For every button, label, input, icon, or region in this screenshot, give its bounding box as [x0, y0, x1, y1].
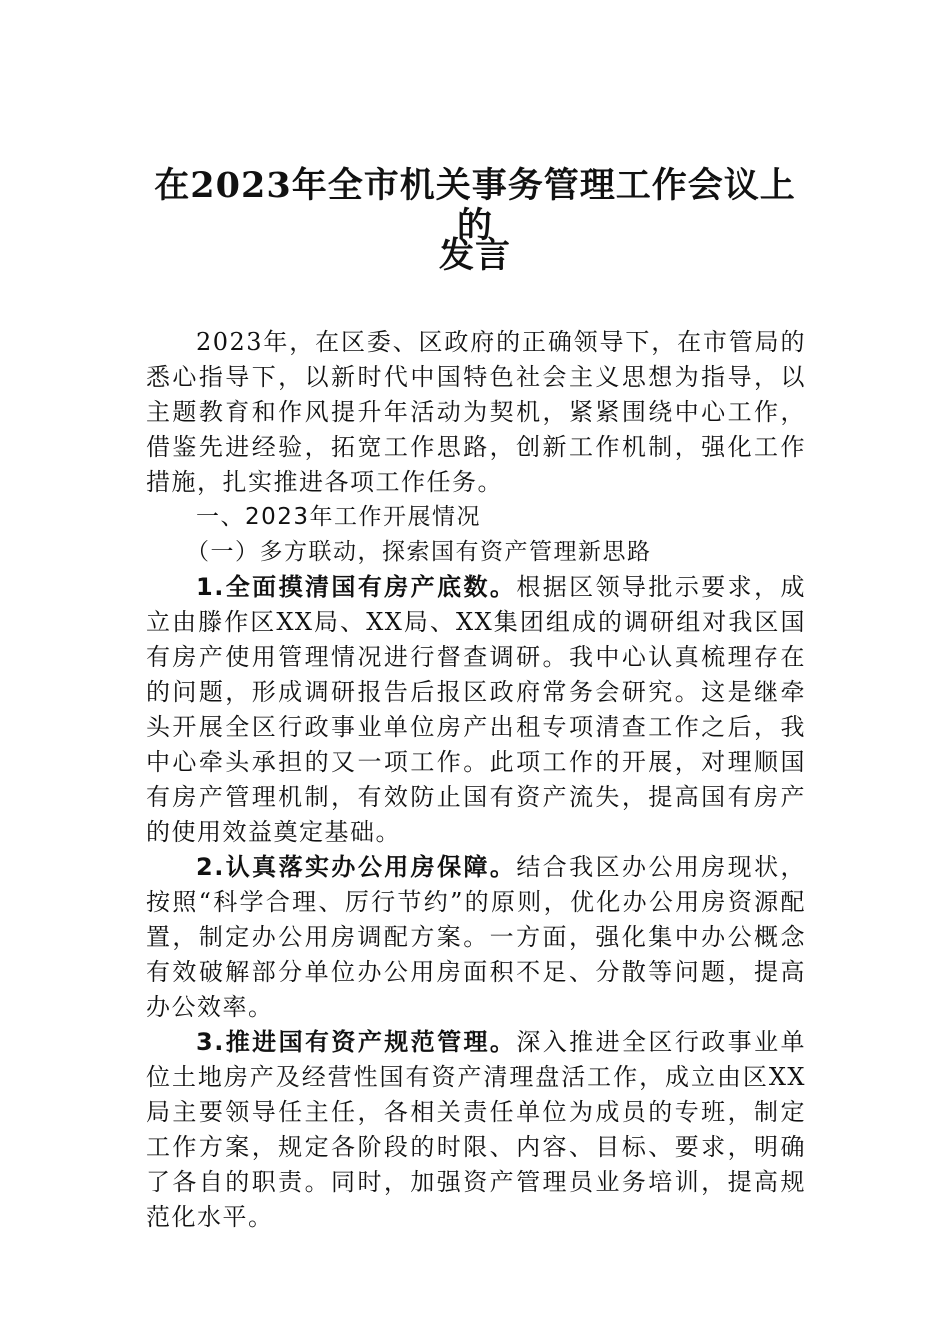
document-title-line-2: 发言: [438, 235, 511, 276]
item-text-3: 深入推进全区行政事业单位土地房产及经营性国有资产清理盘活工作，成立由区XX局主要领导任主任，各相关责任单位为成员的专班，制定工作方案，规定各阶段的时限、内容、目标、要求，明确了各自的职责。同时，加强资产管理员业务培训，提高规范化水平。: [146, 1028, 806, 1231]
intro-paragraph: 2023年，在区委、区政府的正确领导下，在市管局的悉心指导下，以新时代中国特色社会主义思想为指导，以主题教育和作风提升年活动为契机，紧紧围绕中心工作，借鉴先进经验，拓宽工作思路，创新工作机制，强化工作措施，扎实推进各项工作任务。: [146, 328, 806, 496]
document-title-line-1: 在2023年全市机关事务管理工作会议上的: [154, 165, 796, 246]
item-paragraph-1: [146, 570, 806, 850]
item-text-1: 根据区领导批示要求，成立由滕作区XX局、XX局、XX集团组成的调研组对我区国有房产使用管理情况进行督查调研。我中心认真梳理存在的问题，形成调研报告后报区政府常务会研究。这是继牵头开展全区行政事业单位房产出租专项清查工作之后，我中心牵头承担的又一项工作。此项工作的开展，对理顺国有房产管理机制，有效防止国有资产流失，提高国有房产的使用效益奠定基础。: [146, 573, 806, 846]
item-lead-3: 3.推进国有资产规范管理。: [196, 1028, 517, 1056]
item-paragraph-2: [146, 850, 806, 1025]
subsection-heading: （一）多方联动，探索国有资产管理新思路: [186, 539, 652, 565]
section-heading: 一、2023年工作开展情况: [196, 504, 482, 530]
item-lead-1: 1.全面摸清国有房产底数。: [196, 573, 517, 601]
item-lead-2: 2.认真落实办公用房保障。: [196, 853, 517, 881]
item-paragraph-3: [146, 1025, 806, 1235]
item-text-2: 结合我区办公用房现状，按照“科学合理、厉行节约”的原则，优化办公用房资源配置，制定办公用房调配方案。一方面，强化集中办公概念有效破解部分单位办公用房面积不足、分散等问题，提高办公效率。: [146, 853, 806, 1021]
document-body: [146, 325, 806, 1235]
